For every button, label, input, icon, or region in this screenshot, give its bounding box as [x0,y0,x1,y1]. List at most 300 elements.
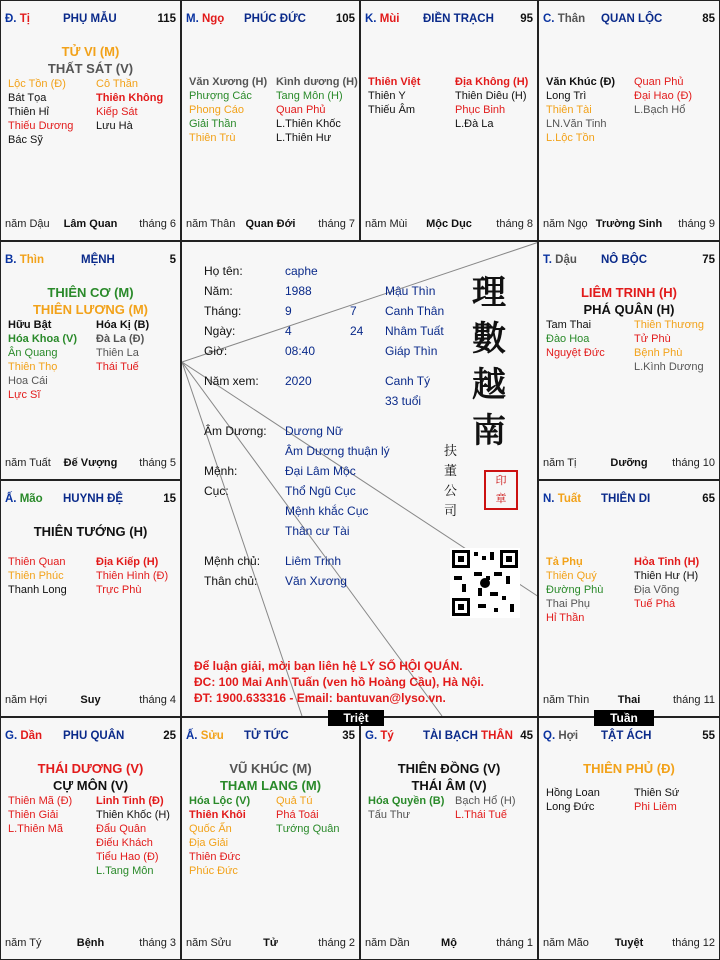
palace-name: ĐIỀN TRẠCH [423,13,494,25]
footer-year: năm Ngọ [543,218,588,230]
footer-year: năm Mão [543,937,589,949]
value-than-chu: Văn Xương [285,574,347,588]
palace-stem: Ấ. [5,493,17,505]
palace-mao[interactable] [0,480,181,717]
main-stars [1,523,180,540]
main-star: THẤT SÁT (V) [47,61,134,76]
contact-line-2: ĐC: 100 Mai Anh Tuấn (ven hồ Hoàng Cầu), Hà Nội. [194,675,485,689]
footer-phase: Tử [263,937,278,949]
star: Đà La (Đ) [96,333,145,345]
footer-year: năm Thìn [543,694,590,706]
footer-year: năm Tý [5,937,42,949]
footer-month: tháng 12 [672,937,715,949]
left-stars [546,555,603,625]
star: Thiên Sứ [634,787,680,799]
palace-header [5,730,176,744]
value-menh-chu: Liêm Trinh [285,554,342,568]
star: Long Trì [546,90,587,102]
footer-month: tháng 5 [139,457,176,469]
main-stars [1,43,180,77]
star: Hóa Khoa (V) [8,333,78,345]
value-am-duong: Dương Nữ [285,424,343,438]
palace-footer [186,937,355,951]
footer-year: năm Tuất [5,457,51,469]
main-stars [361,760,537,794]
value-tuoi: 33 tuổi [385,394,422,408]
value-cuc: Thổ Ngũ Cục [285,484,356,498]
left-stars [189,75,267,145]
label-ho-ten: Họ tên: [204,264,243,278]
palace-branch: Dậu [551,254,577,266]
label-nam: Năm: [204,284,233,298]
star: Phong Cáo [189,104,245,116]
palace-footer [5,457,176,471]
main-star: TỬ VI (M) [61,44,120,59]
star: L.Thiên Khốc [276,118,341,130]
footer-year: năm Mùi [365,218,408,230]
palace-branch: Thân [554,13,586,25]
star: Thiên Mã (Đ) [8,795,73,807]
value-than-cu: Thân cư Tài [285,524,350,538]
palace-number: 35 [342,730,355,742]
palace-stem: G. [5,730,18,742]
footer-month: tháng 11 [672,694,715,706]
palace-stem: G. [365,730,378,742]
main-stars [539,284,719,318]
palace-branch: Mùi [376,13,400,25]
left-stars [8,794,72,836]
footer-month: tháng 10 [672,457,715,469]
star: L.Tang Môn [96,865,154,877]
star: Thiên Phúc [8,570,64,582]
brand-char: 越 [472,365,506,405]
main-star: THIÊN CƠ (M) [47,285,134,300]
palace-number: 85 [702,13,715,25]
star: Thiếu Dương [8,120,74,132]
palace-suu[interactable] [181,717,360,960]
star: LN.Văn Tinh [546,118,607,130]
palace-name: TÀI BẠCH [423,730,478,742]
star: Hoa Cái [8,375,48,387]
star: Hỉ Thần [546,612,585,624]
footer-phase: Bệnh [76,937,105,949]
right-stars [634,318,704,374]
center-info-panel [181,241,538,717]
red-seal: 印 章 [484,470,518,510]
footer-phase: Thai [617,694,641,706]
palace-ty[interactable] [0,0,181,241]
footer-month: tháng 7 [318,218,355,230]
star: L.Thiên Mã [8,823,64,835]
palace-footer [5,218,176,232]
qr-code[interactable] [450,548,520,618]
star: Quan Phủ [276,104,326,116]
main-stars [182,760,359,794]
star: Thiên Hỉ [8,106,49,118]
left-stars [368,75,420,117]
right-stars [96,555,168,597]
footer-month: tháng 2 [318,937,355,949]
main-star: THÁI ÂM (V) [411,778,487,793]
right-stars [96,77,163,133]
palace-number: 15 [163,493,176,505]
main-star: THIÊN LƯƠNG (M) [32,302,149,317]
palace-number: 25 [163,730,176,742]
palace-name: PHÚC ĐỨC [244,13,306,25]
palace-stem: C. [543,13,555,25]
brand-char: 南 [472,411,506,451]
main-star: THIÊN TƯỚNG (H) [33,524,148,539]
footer-year: năm Hợi [5,694,48,706]
star: Thiên Quan [8,556,66,568]
star: Thiên La [96,347,139,359]
palace-stem: T. [543,254,552,266]
star: Thiên Giải [8,809,59,821]
star: Lưu Hà [96,120,133,132]
contact-line-3: ĐT: 1900.633316 - Email: bantuvan@lyso.vn. [194,691,446,705]
value-gio: 08:40 [285,344,316,358]
palace-branch: Ngọ [198,13,225,25]
star: Tử Phù [634,333,671,345]
main-star: THIÊN ĐỒNG (V) [397,761,501,776]
star: Phá Toái [276,809,319,821]
star: Hồng Loan [546,787,600,799]
main-star: THIÊN PHỦ (Đ) [583,761,675,776]
star: Thiên Quý [546,570,597,582]
label-than-chu: Thân chủ: [204,574,258,588]
right-stars [634,555,699,611]
palace-footer [5,937,176,951]
palace-than[interactable] [538,0,720,241]
star: Phượng Các [189,90,252,102]
footer-phase: Trường Sinh [595,218,663,230]
star: Văn Khúc (Đ) [546,76,616,88]
main-stars [539,760,719,777]
value-menh: Đại Lâm Mộc [285,464,356,478]
star: Bệnh Phù [634,347,683,359]
palace-dan[interactable] [0,717,181,960]
star: Thai Phụ [546,598,591,610]
star: L.Kình Dương [634,361,704,373]
star: Hóa Kị (B) [96,319,150,331]
star: Văn Xương (H) [189,76,268,88]
palace-stem: M. [186,13,199,25]
star: Thiên Đức [189,851,241,863]
star: Thiên Không [96,92,164,104]
left-stars [546,318,605,360]
brand-sub-char: 扶 [444,444,458,459]
palace-header [543,493,715,507]
palace-header [5,493,176,507]
footer-year: năm Dần [365,937,410,949]
footer-phase: Lâm Quan [63,218,118,230]
footer-phase: Đế Vượng [63,457,118,469]
footer-year: năm Tị [543,457,577,469]
star: Tang Môn (H) [276,90,343,102]
footer-month: tháng 4 [139,694,176,706]
label-menh: Mệnh: [204,464,238,478]
main-star: PHÁ QUÂN (H) [583,302,675,317]
star: Lộc Tồn (Đ) [8,78,66,90]
palace-stem: B. [5,254,17,266]
palace-branch: Tuất [554,493,582,505]
footer-year: năm Sửu [186,937,232,949]
star: Quả Tú [276,795,313,807]
value-nam-xem-can: Canh Tý [385,374,431,388]
main-star: THAM LANG (M) [219,778,322,793]
palace-tuat[interactable] [538,480,720,717]
palace-stem: N. [543,493,555,505]
brand-char: 理 [472,273,506,313]
star: L.Bạch Hổ [634,104,686,116]
palace-stem: Đ. [5,13,17,25]
value-nam-xem: 2020 [285,374,312,388]
left-stars [368,794,444,822]
footer-month: tháng 8 [496,218,533,230]
star: Tiểu Hao (Đ) [96,851,159,863]
brand-sub-char: 公 [444,484,458,499]
star: Hỏa Tinh (H) [634,556,700,568]
star: Hóa Lộc (V) [189,795,251,807]
footer-year: năm Thân [186,218,236,230]
palace-header [543,13,715,27]
palace-header [5,13,176,27]
palace-number: 55 [702,730,715,742]
palace-header [365,13,533,27]
value-ngay-can: Nhâm Tuất [385,324,444,338]
palace-mui[interactable] [360,0,538,241]
palace-stem: K. [365,13,377,25]
left-stars [8,77,73,147]
footer-phase: Quan Đới [245,218,296,230]
palace-footer [365,218,533,232]
footer-phase: Tuyệt [614,937,644,949]
palace-footer [186,218,355,232]
palace-name: NÔ BỘC [601,254,647,266]
star: Lực Sĩ [8,389,41,401]
star: Hữu Bật [8,319,52,331]
footer-month: tháng 6 [139,218,176,230]
value-ngay: 4 [285,324,292,338]
star: Long Đức [546,801,595,813]
left-stars [546,786,600,814]
main-star: VŨ KHÚC (M) [229,761,312,776]
star: Thiên Trù [189,132,236,144]
palace-thin[interactable] [0,241,181,480]
brand-sub-char: 董 [444,464,458,479]
star: Phúc Đức [189,865,238,877]
star: Tam Thai [546,319,592,331]
palace-stem: Ấ. [186,730,198,742]
palace-header [186,730,355,744]
contact-line-1: Để luận giải, mời bạn liên hệ LÝ SỐ HỘI QUÁN. [194,659,463,673]
main-star: THÁI DƯƠNG (V) [37,761,144,776]
right-stars [276,75,358,145]
palace-header [186,13,355,27]
palace-name: PHỤ MẪU [63,13,117,25]
palace-name: TẬT ÁCH [601,730,652,742]
palace-number: 75 [702,254,715,266]
star: Địa Kiếp (H) [96,556,159,568]
footer-phase: Mộc Dục [426,218,472,230]
star: Thanh Long [8,584,67,596]
footer-phase: Suy [80,694,101,706]
footer-phase: Dưỡng [610,457,648,469]
star: Thiếu Âm [368,104,416,116]
value-thang-am: 7 [350,304,357,318]
palace-footer [543,218,715,232]
value-nam-can: Mậu Thìn [385,284,436,298]
star: Bạch Hổ (H) [455,795,516,807]
star: Thiên Khốc (H) [96,809,170,821]
star: Kiếp Sát [96,106,138,118]
contact-block [194,658,484,706]
star: Phục Binh [455,104,506,116]
palace-footer [543,937,715,951]
right-stars [96,318,149,374]
main-star: CỰ MÔN (V) [52,778,129,793]
label-cuc: Cục: [204,484,229,498]
palace-number: 45 [520,730,533,742]
value-nam: 1988 [285,284,312,298]
right-stars [455,794,516,822]
left-stars [8,318,77,402]
value-ngay-am: 24 [350,324,364,338]
palace-branch: Sửu [197,730,224,742]
star: L.Đà La [455,118,494,130]
right-stars [634,786,679,814]
value-am-duong-ly: Âm Dương thuận lý [285,444,390,458]
palace-footer [5,694,176,708]
palace-tyy[interactable] [360,717,538,960]
star: Bác Sỹ [8,134,43,146]
star: Địa Võng [634,584,680,596]
star: Thiên Việt [368,76,421,88]
star: Địa Không (H) [455,76,529,88]
palace-footer [543,457,715,471]
star: Thiên Y [368,90,406,102]
palace-branch: Hợi [555,730,579,742]
footer-phase: Mộ [441,937,457,949]
star: Đường Phù [546,584,604,596]
star: Đại Hao (Đ) [634,90,693,102]
footer-month: tháng 1 [496,937,533,949]
value-cuc-relation: Mệnh khắc Cục [285,504,369,518]
star: Ân Quang [8,347,58,359]
palace-name: QUAN LỘC [601,13,663,25]
star: Thiên Hình (Đ) [96,570,169,582]
palace-name: THIÊN DI [601,493,651,505]
star: Thiên Diêu (H) [455,90,527,102]
tuan-marker: Tuần [594,710,654,726]
palace-branch: Dần [17,730,43,742]
label-nam-xem: Năm xem: [204,374,259,388]
star: L.Thiên Hư [276,132,332,144]
value-ho-ten: caphe [285,264,318,278]
palace-ngo[interactable] [181,0,360,241]
star: Điếu Khách [96,837,153,849]
main-stars [1,284,180,318]
star: Thái Tuế [96,361,139,373]
value-gio-can: Giáp Thìn [385,344,438,358]
palace-branch: Mão [16,493,43,505]
star: Tấu Thư [368,809,411,821]
star: L.Lộc Tồn [546,132,595,144]
star: Địa Giải [189,837,229,849]
palace-stem: Q. [543,730,556,742]
star: Linh Tinh (Đ) [96,795,164,807]
star: Tướng Quân [276,823,340,835]
label-am-duong: Âm Dương: [204,424,267,438]
palace-branch: Tý [377,730,394,742]
star: Cô Thần [96,78,138,90]
star: L.Thái Tuế [455,809,507,821]
star: Hóa Quyền (B) [368,795,445,807]
palace-name: PHU QUÂN [63,730,125,742]
right-stars [455,75,528,131]
footer-month: tháng 9 [678,218,715,230]
star: Quốc Ấn [189,823,232,835]
palace-number: 5 [169,254,176,266]
brand-char: 數 [472,319,506,359]
star: Thiên Thương [634,319,705,331]
palace-header [5,254,176,268]
palace-dau[interactable] [538,241,720,480]
star: Tuế Phá [634,598,676,610]
palace-header [543,254,715,268]
left-stars [546,75,615,145]
left-stars [189,794,250,878]
value-thang: 9 [285,304,292,318]
star: Kình dương (H) [276,76,358,88]
right-stars [634,75,692,117]
star: Nguyệt Đức [546,347,605,359]
left-stars [8,555,67,597]
main-star: LIÊM TRINH (H) [580,285,678,300]
label-ngay: Ngày: [204,324,236,338]
star: Trực Phù [96,584,142,596]
palace-name: MỆNH [81,254,115,266]
right-stars [96,794,170,878]
star: Thiên Hư (H) [634,570,699,582]
star: Phi Liêm [634,801,677,813]
palace-name: HUYNH ĐỆ [63,493,124,505]
label-thang: Tháng: [204,304,242,318]
star: Đẩu Quân [96,823,147,835]
star: Tả Phụ [546,556,583,568]
star: Giải Thần [189,118,237,130]
star: Đào Hoa [546,333,590,345]
value-thang-can: Canh Thân [385,304,445,318]
palace-hoi[interactable] [538,717,720,960]
palace-name: TỬ TỨC [244,730,289,742]
brand-sub-char: 司 [444,504,458,519]
palace-branch: Thìn [16,254,44,266]
palace-number: 115 [157,13,176,25]
star: Thiên Khôi [189,809,246,821]
main-stars [1,760,180,794]
palace-number: 65 [702,493,715,505]
than-marker: THÂN [481,730,513,742]
footer-month: tháng 3 [139,937,176,949]
right-stars [276,794,340,836]
palace-footer [365,937,533,951]
footer-year: năm Dậu [5,218,50,230]
star: Quan Phủ [634,76,684,88]
palace-header [365,730,533,744]
palace-header [543,730,715,744]
label-gio: Giờ: [204,344,228,358]
